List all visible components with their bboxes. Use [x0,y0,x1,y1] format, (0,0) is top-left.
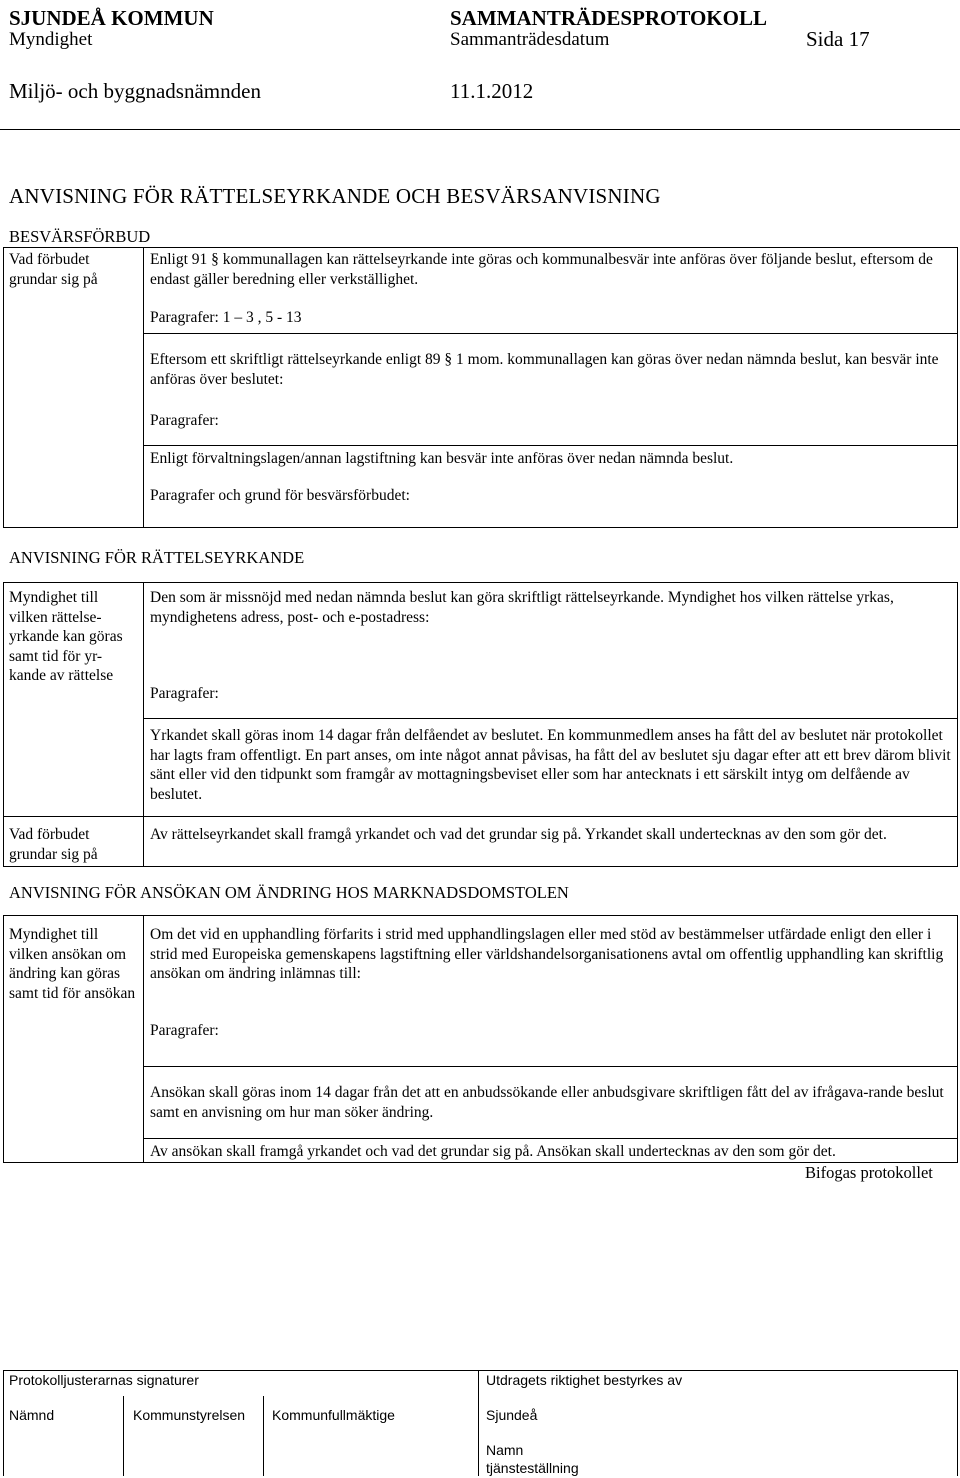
box-left-border [3,582,4,867]
side-label-authority: Myndighet till vilken ansökan om ändring kan göras samt tid för ansökan [9,926,136,1002]
besvarsforbud-paragraph-3: Enligt förvaltningslagen/annan lagstiftning kan besvär inte anföras över nedan nämnda beslut. [150,450,734,467]
row-divider [143,445,957,446]
marknadsdomstolen-paragraph-3: Av ansökan skall framgå yrkandet och vad det grundar sig på. Ansökan skall undertecknas av den som gör det. [150,1143,836,1160]
marknadsdomstolen-paragraph-1: Om det vid en upphandling förfarits i strid med upphandlingslagen eller med stöd av bestämmelser utfärdade enligt den eller i strid med Europeiska gemenskapens lagstiftning eller världshandelsorganisationens avtal om offentlig upphandling kan skriftlig ansökan om ändring inlämnas till: [150,926,944,983]
row-divider [143,1138,957,1139]
signature-column-kommunfullmaktige: Kommunfullmäktige [272,1407,395,1423]
title-label: tjänsteställning [486,1460,579,1476]
side-label-grounds: Vad förbudet grundar sig på [9,251,98,288]
main-title: ANVISNING FÖR RÄTTELSEYRKANDE OCH BESVÄRSANVISNING [9,184,661,208]
municipality-name: SJUNDEÅ KOMMUN [9,6,214,30]
box-bottom-border [3,866,957,867]
signature-cell-divider [263,1396,264,1476]
header-divider [0,129,960,130]
box-top-border [3,915,957,916]
footer-top-border [3,1370,957,1371]
row-divider [3,816,957,817]
signatures-label: Protokolljusterarnas signaturer [9,1372,199,1388]
signature-column-namnd: Nämnd [9,1407,55,1423]
column-divider [143,582,144,867]
section-heading-rattelse: ANVISNING FÖR RÄTTELSEYRKANDE [9,548,305,567]
footer-left-border [3,1370,4,1476]
besvarsforbud-paragraph-2: Eftersom ett skriftligt rättelseyrkande enligt 89 § 1 mom. kommunallagen kan göras över nedan nämnda beslut, kan besvär inte anföras över beslutet: [150,351,939,388]
rattelse-paragraph-1: Den som är missnöjd med nedan nämnda beslut kan göra skriftligt rättelseyrkande. Myndighet hos vilken rättelse yrkas, myndighetens adress, post- och e-postadress: [150,589,894,626]
column-divider [143,915,144,1163]
box-right-border [957,582,958,867]
row-divider [143,1066,957,1067]
box-top-border [3,247,957,248]
section-heading-besvarsforbud: BESVÄRSFÖRBUD [9,227,151,246]
side-label-authority: Myndighet till vilken rättelse-yrkande kan göras samt tid för yr-kande av rättelse [9,589,123,684]
extract-certified-label: Utdragets riktighet bestyrkes av [486,1372,683,1388]
rattelse-paragraphs: Paragrafer: [150,685,219,702]
row-divider [143,333,957,334]
paragraphs-list-3: Paragrafer och grund för besvärsförbudet: [150,487,410,504]
row-divider [143,718,957,719]
marknadsdomstolen-paragraph-2: Ansökan skall göras inom 14 dagar från det att en anbudssökande eller anbudsgivare skriftligen fått del av ifrågava-rande beslut samt en anvisning om hur man söker ändring. [150,1084,944,1121]
section-heading-marknadsdomstolen: ANVISNING FÖR ANSÖKAN OM ÄNDRING HOS MARKNADSDOMSTOLEN [9,883,569,902]
besvarsforbud-paragraph-1: Enligt 91 § kommunallagen kan rättelseyrkande inte göras och kommunalbesvär inte anföras över följande beslut, eftersom de endast gäller beredning eller verkställighet. [150,251,933,288]
rattelse-paragraph-3: Av rättelseyrkandet skall framgå yrkandet och vad det grundar sig på. Yrkandet skall undertecknas av den som gör det. [150,826,887,843]
side-label-grounds: Vad förbudet grundar sig på [9,826,98,863]
column-divider [143,247,144,528]
authority-label: Myndighet [9,29,93,50]
attachment-note: Bifogas protokollet [805,1163,933,1182]
rattelse-paragraph-2: Yrkandet skall göras inom 14 dagar från delfåendet av beslutet. En kommunmedlem anses ha fått del av beslutet när protokollet har lagts fram offentligt. En part anses, om inte något annat påvisas, ha fått del av beslutet sju dagar efter att ett brev därom blivit sänt eller vid den tidpunkt som framgår av mottagningsbeviset eller som har antecknats i ett särskilt intyg om delfående av beslutet. [150,727,951,803]
box-top-border [3,582,957,583]
meeting-date-label: Sammanträdesdatum [450,29,610,50]
footer-column-divider [478,1370,479,1476]
footer-right-border [957,1370,958,1476]
box-left-border [3,915,4,1163]
box-left-border [3,247,4,528]
page-number: Sida 17 [806,27,870,51]
signature-cell-divider [123,1396,124,1476]
meeting-date: 11.1.2012 [450,79,534,103]
place-name: Sjundeå [486,1407,538,1423]
paragraphs-list-1: Paragrafer: 1 – 3 , 5 - 13 [150,309,302,326]
signature-column-kommunstyrelsen: Kommunstyrelsen [133,1407,246,1423]
marknadsdomstolen-paragraphs: Paragrafer: [150,1022,219,1039]
authority-name: Miljö- och byggnadsnämnden [9,79,261,103]
name-label: Namn [486,1442,524,1458]
box-bottom-border [3,527,957,528]
box-right-border [957,915,958,1163]
box-right-border [957,247,958,528]
paragraphs-list-2: Paragrafer: [150,412,219,429]
document-type: SAMMANTRÄDESPROTOKOLL [450,6,767,30]
